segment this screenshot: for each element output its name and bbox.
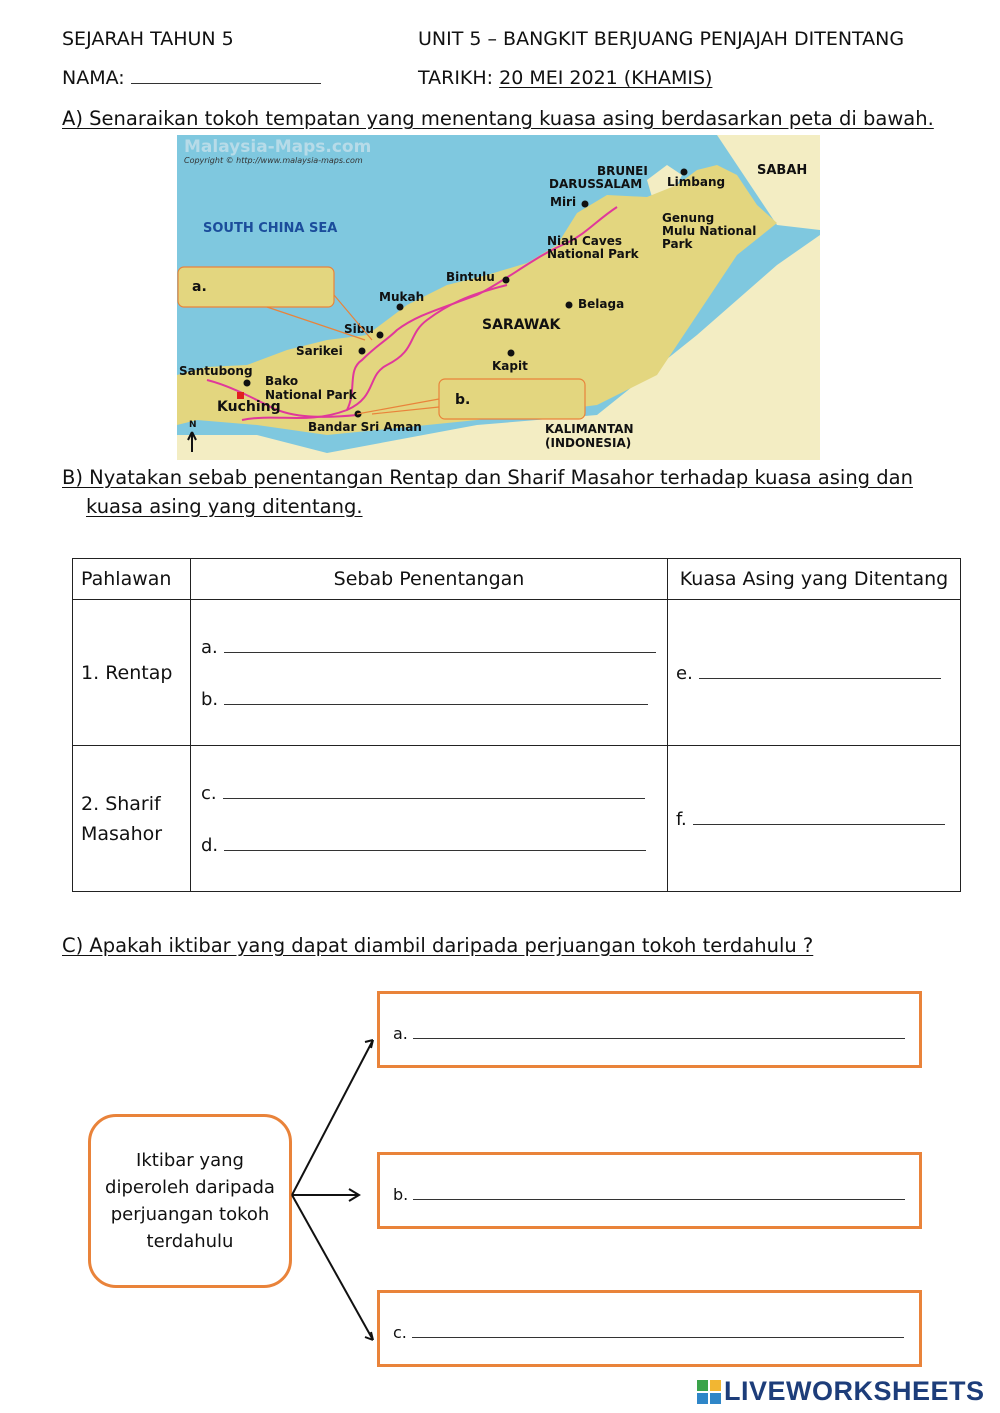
reason-line	[191, 636, 667, 658]
heroes-table	[72, 558, 961, 892]
reason-input-b[interactable]	[224, 688, 648, 705]
lesson-line	[393, 1022, 905, 1043]
kuching-marker	[237, 392, 244, 399]
miri-label: Miri	[550, 195, 577, 209]
bandar-label: Bandar Sri Aman	[308, 420, 422, 434]
date-row	[418, 67, 712, 89]
sarawak-label: SARAWAK	[482, 317, 561, 333]
power-label: f.	[676, 808, 687, 830]
bintulu-label: Bintulu	[446, 270, 495, 284]
name-row	[62, 67, 321, 89]
town-dot	[377, 332, 384, 339]
subject-title: SEJARAH TAHUN 5	[62, 28, 234, 50]
question-b-line1: B) Nyatakan sebab penentangan Rentap dan Sharif Masahor terhadap kuasa asing dan	[62, 466, 913, 489]
sea-label: SOUTH CHINA SEA	[203, 221, 338, 236]
darussalam-label: DARUSSALAM	[549, 177, 643, 191]
arrow-line-c	[292, 1195, 373, 1340]
reason-input-a[interactable]	[224, 636, 656, 653]
power-cell	[668, 746, 961, 892]
reason-label: c.	[201, 782, 217, 804]
map-answer-label-a: a.	[192, 279, 207, 295]
lesson-box-b	[377, 1152, 922, 1229]
reason-line	[191, 782, 667, 804]
brunei-label: BRUNEI	[597, 164, 648, 178]
name-label: NAMA:	[62, 67, 125, 89]
lesson-label: c.	[393, 1323, 407, 1342]
bako-label-2: National Park	[265, 388, 357, 402]
lesson-center-text: Iktibar yang diperoleh daripada perjuangan tokoh terdahulu	[105, 1150, 275, 1252]
hero-cell	[73, 746, 191, 892]
lesson-line	[393, 1183, 905, 1204]
map-answer-label-b: b.	[455, 392, 471, 408]
date-value: 20 MEI 2021 (KHAMIS)	[499, 67, 713, 89]
power-input-e[interactable]	[699, 662, 941, 679]
kuching-label: Kuching	[217, 399, 281, 415]
map-watermark: Malaysia-Maps.com	[184, 137, 372, 157]
mukah-label: Mukah	[379, 290, 425, 304]
lesson-label: a.	[393, 1024, 408, 1043]
reason-input-d[interactable]	[224, 834, 646, 851]
power-cell	[668, 600, 961, 746]
column-header-sebab: Sebab Penentangan	[191, 559, 668, 600]
hero-number: 1.	[81, 661, 100, 684]
table-row	[73, 746, 961, 892]
hero-name: Rentap	[105, 661, 173, 684]
brand-text: LIVEWORKSHEETS	[724, 1376, 985, 1406]
table-row	[73, 600, 961, 746]
town-dot	[359, 348, 366, 355]
hero-number: 2.	[81, 792, 100, 815]
hero-cell	[73, 600, 191, 746]
reason-cell	[191, 746, 668, 892]
lesson-label: b.	[393, 1185, 409, 1204]
question-b-line2: kuasa asing yang ditentang.	[86, 495, 363, 518]
date-label: TARIKH:	[418, 67, 494, 89]
lesson-box-c	[377, 1290, 922, 1367]
lesson-box-a	[377, 991, 922, 1068]
north-label: N	[189, 420, 197, 430]
niah-label-2: National Park	[547, 247, 639, 261]
reason-input-c[interactable]	[223, 782, 645, 799]
sarikei-label: Sarikei	[296, 344, 343, 358]
hero-name-2: Masahor	[81, 822, 163, 845]
lesson-input-b[interactable]	[413, 1183, 905, 1200]
town-dot	[397, 304, 404, 311]
column-header-pahlawan: Pahlawan	[73, 559, 191, 600]
town-dot	[681, 169, 688, 176]
town-dot	[244, 380, 251, 387]
table-header-row	[73, 559, 961, 600]
indonesia-label: (INDONESIA)	[545, 436, 632, 450]
santubong-label: Santubong	[179, 364, 253, 378]
bako-label-1: Bako	[265, 374, 299, 388]
arrow-line-a	[292, 1040, 373, 1195]
reason-cell	[191, 600, 668, 746]
hero-name: Sharif	[105, 792, 161, 815]
map-copyright: Copyright © http://www.malaysia-maps.com	[184, 156, 363, 165]
question-a: A) Senaraikan tokoh tempatan yang menentang kuasa asing berdasarkan peta di bawah.	[62, 107, 934, 130]
limbang-label: Limbang	[667, 175, 726, 189]
lesson-input-a[interactable]	[413, 1022, 905, 1039]
park-label: Park	[662, 237, 693, 251]
lesson-input-c[interactable]	[412, 1321, 904, 1338]
connector-arrows	[285, 1030, 380, 1350]
mulu-label: Mulu National	[662, 224, 757, 238]
question-c: C) Apakah iktibar yang dapat diambil daripada perjuangan tokoh terdahulu ?	[62, 934, 814, 957]
column-header-kuasa: Kuasa Asing yang Ditentang	[668, 559, 961, 600]
niah-label-1: Niah Caves	[547, 234, 622, 248]
belaga-label: Belaga	[578, 297, 625, 311]
liveworksheets-logo-icon	[697, 1380, 721, 1404]
reason-label: a.	[201, 636, 218, 658]
sabah-label: SABAH	[757, 163, 808, 178]
power-label: e.	[676, 662, 693, 684]
reason-line	[191, 688, 667, 710]
town-dot	[582, 201, 589, 208]
lesson-center-box	[88, 1114, 292, 1288]
kapit-label: Kapit	[492, 359, 528, 373]
name-input[interactable]	[131, 67, 321, 84]
town-dot	[508, 350, 515, 357]
sibu-label: Sibu	[344, 322, 374, 336]
lesson-line	[393, 1321, 904, 1342]
reason-line	[191, 834, 667, 856]
liveworksheets-brand[interactable]	[697, 1376, 985, 1407]
power-input-f[interactable]	[693, 808, 945, 825]
town-dot	[503, 277, 510, 284]
reason-label: d.	[201, 834, 219, 856]
unit-title: UNIT 5 – BANGKIT BERJUANG PENJAJAH DITENTANG	[418, 28, 905, 50]
sarawak-map	[177, 135, 820, 460]
town-dot	[566, 302, 573, 309]
kalimantan-label: KALIMANTAN	[545, 422, 634, 436]
genung-label: Genung	[662, 211, 715, 225]
reason-label: b.	[201, 688, 219, 710]
